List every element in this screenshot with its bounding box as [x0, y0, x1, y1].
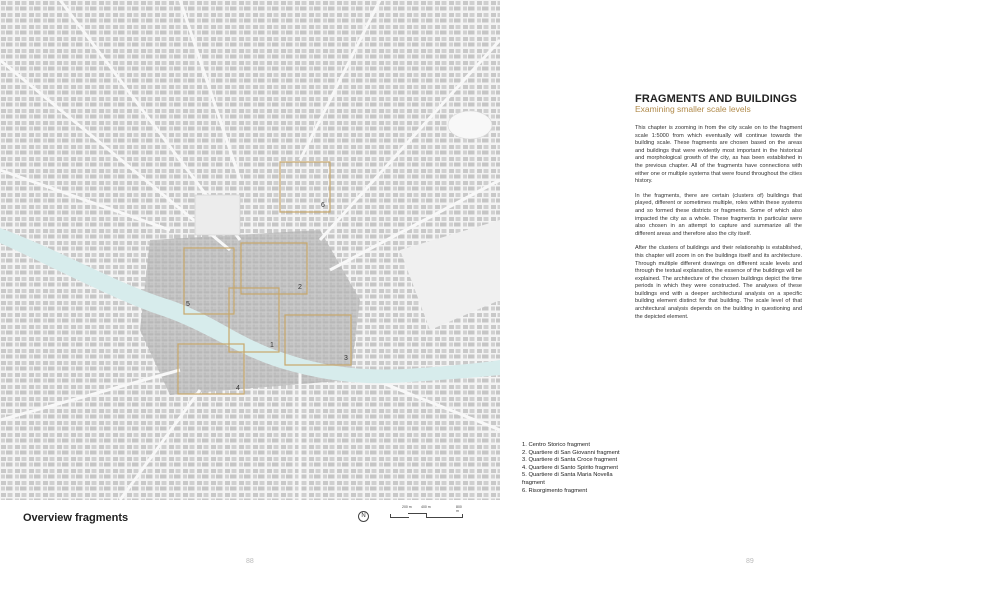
- north-arrow-icon: N: [358, 511, 369, 522]
- fragment-number-2: 2: [298, 284, 302, 291]
- figure-ground-plan: [0, 0, 500, 500]
- scale-bar: [390, 505, 465, 521]
- scale-label-400: 400 m: [421, 505, 431, 509]
- page-number-right: 89: [746, 558, 754, 565]
- paragraph: This chapter is zooming in from the city scale on to the fragment scale 1:5000 from which eventually will continue towards the building scale. These fragments are chosen based on the areas and buildings that were evidently most important in the historical and morphological growth of the city, as has been established in the previous chapter. All of the fragments have connections with either one or multiple systems that were found throughout the cities history.: [635, 125, 802, 185]
- fragment-number-5: 5: [186, 301, 190, 308]
- city-map: [0, 0, 500, 500]
- scale-segment: [408, 513, 427, 517]
- legend-item: 5. Quartiere di Santa Maria Novella fragment: [522, 472, 613, 486]
- fragment-number-1: 1: [270, 342, 274, 349]
- paragraph: In the fragments, there are certain (clusters of) buildings that played, different or sometimes multiple, roles within these systems and so formed these districts or fragments. Some of which also impacted the city as a whole. These fragments in particular were also chosen in an attempt to capture and summarize all the different areas and therefore also the city itself.: [635, 192, 802, 237]
- legend-item: 1. Centro Storico fragment: [522, 442, 590, 448]
- legend-item: 2. Quartiere di San Giovanni fragment: [522, 449, 620, 456]
- fragment-number-3: 3: [344, 355, 348, 362]
- legend-item: 4. Quartiere di Santo Spirito fragment: [522, 464, 619, 471]
- paragraph: After the clusters of buildings and their relationship is established, this chapter will zoom in on the buildings itself and its architecture. Through multiple different drawings on different scale levels and through the textual explanation, the essence of the buildings will be explained. The architecture of the chosen buildings depict the time periods in which they were constructed. The analyses of these buildings end with a deeper architectural analysis on a specific building element distinct for that building. The scale level of that architectural analysis depends on the building in questioning and the depicted element.: [635, 245, 802, 320]
- fragment-number-6: 6: [321, 202, 325, 209]
- scale-label-800: 800 m: [456, 505, 462, 513]
- page-number-left: 88: [246, 558, 254, 565]
- fragment-legend: [522, 442, 630, 495]
- scale-label-200: 200 m: [402, 505, 412, 509]
- fragment-number-4: 4: [236, 385, 240, 392]
- chapter-heading: FRAGMENTS AND BUILDINGS: [635, 93, 797, 105]
- legend-item: 3. Quartiere di Santa Croce fragment: [522, 457, 618, 464]
- right-page: [500, 0, 1000, 590]
- scale-segment: [426, 514, 463, 518]
- figure-title: Overview fragments: [23, 512, 129, 524]
- body-text: [635, 125, 802, 328]
- legend-item: 6. Risorgimento fragment: [522, 487, 588, 494]
- chapter-subheading: Examining smaller scale levels: [635, 104, 751, 114]
- scale-segment: [390, 514, 409, 518]
